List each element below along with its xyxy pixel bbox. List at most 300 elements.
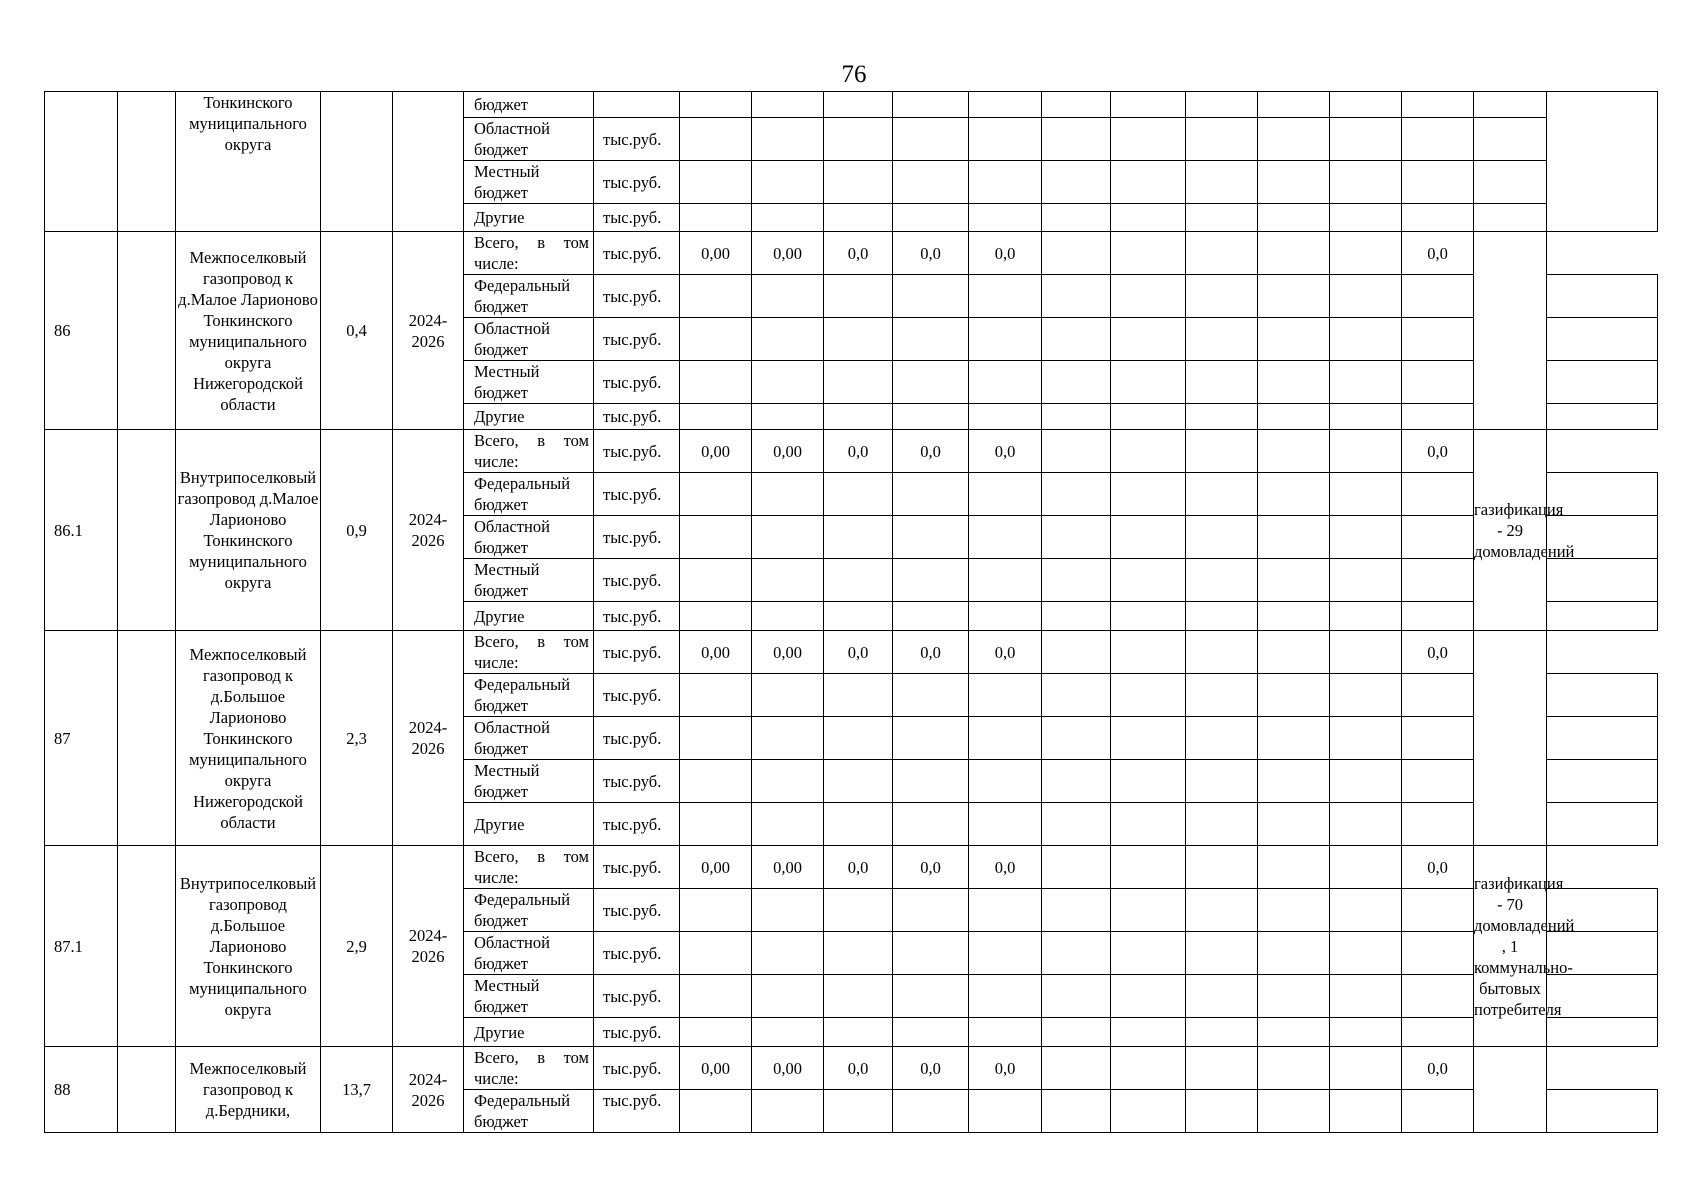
empty-value-cell <box>1186 803 1258 846</box>
value-cell: 0,00 <box>752 430 824 473</box>
empty-value-cell <box>969 602 1042 631</box>
empty-value-cell <box>824 318 893 361</box>
period-cell <box>393 92 464 232</box>
unit-cell: тыс.руб. <box>594 674 680 717</box>
empty-value-cell <box>1111 473 1186 516</box>
empty-value-cell <box>1402 975 1474 1018</box>
page-number: 76 <box>841 61 867 88</box>
unit-cell: тыс.руб. <box>594 1018 680 1047</box>
unit-cell: тыс.руб. <box>594 430 680 473</box>
empty-value-cell <box>824 404 893 430</box>
empty-value-cell <box>680 889 752 932</box>
empty-value-cell <box>752 118 824 161</box>
empty-value-cell <box>1111 889 1186 932</box>
empty-value-cell <box>1330 674 1402 717</box>
empty-value-cell <box>1330 361 1402 404</box>
empty-value-cell <box>893 204 969 232</box>
empty-value-cell <box>1042 975 1111 1018</box>
empty-value-cell <box>1186 760 1258 803</box>
empty-value-cell <box>969 803 1042 846</box>
empty-value-cell <box>824 975 893 1018</box>
length-cell: 2,9 <box>321 846 393 1047</box>
value-cell: 0,0 <box>893 846 969 889</box>
empty-value-cell <box>1042 92 1111 118</box>
empty-value-cell <box>1042 803 1111 846</box>
empty-value-cell <box>1111 516 1186 559</box>
unit-cell: тыс.руб. <box>594 161 680 204</box>
empty-value-cell <box>1547 760 1658 803</box>
source-cell: Другие <box>464 602 594 631</box>
value-cell: 0,0 <box>824 1047 893 1090</box>
empty-value-cell <box>1258 92 1330 118</box>
empty-value-cell <box>1042 361 1111 404</box>
empty-value-cell <box>1258 516 1330 559</box>
empty-value-cell <box>824 803 893 846</box>
value-cell: 0,00 <box>752 232 824 275</box>
unit-cell: тыс.руб. <box>594 404 680 430</box>
empty-value-cell <box>1258 318 1330 361</box>
empty-value-cell <box>1042 631 1111 674</box>
empty-cell <box>118 631 176 846</box>
empty-value-cell <box>1402 760 1474 803</box>
empty-value-cell <box>1186 1047 1258 1090</box>
empty-value-cell <box>1402 1018 1474 1047</box>
empty-value-cell <box>893 1018 969 1047</box>
value-cell: 0,00 <box>752 846 824 889</box>
empty-value-cell <box>1042 559 1111 602</box>
empty-value-cell <box>1042 516 1111 559</box>
empty-value-cell <box>752 717 824 760</box>
empty-value-cell <box>680 516 752 559</box>
empty-value-cell <box>680 404 752 430</box>
empty-value-cell <box>969 717 1042 760</box>
empty-value-cell <box>893 889 969 932</box>
result-cell: газификация - 70 домовладений , 1 коммунально-бытовых потребителя <box>1474 846 1547 1047</box>
source-cell: Местный бюджет <box>464 559 594 602</box>
empty-value-cell <box>969 559 1042 602</box>
empty-value-cell <box>1258 404 1330 430</box>
empty-value-cell <box>893 803 969 846</box>
source-cell: Федеральный бюджет <box>464 674 594 717</box>
empty-value-cell <box>1186 430 1258 473</box>
empty-value-cell <box>824 559 893 602</box>
final-value-cell: 0,0 <box>1402 232 1474 275</box>
empty-value-cell <box>969 932 1042 975</box>
empty-value-cell <box>1111 846 1186 889</box>
empty-value-cell <box>893 674 969 717</box>
empty-value-cell <box>824 889 893 932</box>
empty-value-cell <box>1330 760 1402 803</box>
empty-value-cell <box>1547 975 1658 1018</box>
empty-value-cell <box>752 318 824 361</box>
empty-value-cell <box>1330 204 1402 232</box>
source-cell: Федеральный бюджет <box>464 275 594 318</box>
empty-value-cell <box>1330 516 1402 559</box>
empty-value-cell <box>752 803 824 846</box>
source-cell: Местный бюджет <box>464 975 594 1018</box>
empty-value-cell <box>1111 232 1186 275</box>
empty-value-cell <box>824 602 893 631</box>
value-cell: 0,0 <box>824 631 893 674</box>
unit-cell: тыс.руб. <box>594 1090 680 1133</box>
empty-value-cell <box>752 361 824 404</box>
result-cell <box>1474 1047 1547 1133</box>
empty-value-cell <box>1258 1047 1330 1090</box>
empty-value-cell <box>1111 674 1186 717</box>
empty-value-cell <box>969 404 1042 430</box>
empty-value-cell <box>752 975 824 1018</box>
empty-value-cell <box>893 932 969 975</box>
empty-value-cell <box>1186 204 1258 232</box>
row-number-cell: 88 <box>45 1047 118 1133</box>
empty-value-cell <box>824 1090 893 1133</box>
table-row <box>45 232 1658 275</box>
empty-value-cell <box>893 473 969 516</box>
empty-value-cell <box>969 1018 1042 1047</box>
empty-value-cell <box>1330 404 1402 430</box>
empty-value-cell <box>1111 975 1186 1018</box>
table-row <box>45 92 1658 118</box>
empty-value-cell <box>969 92 1042 118</box>
value-cell: 0,00 <box>680 631 752 674</box>
empty-value-cell <box>1330 1047 1402 1090</box>
empty-value-cell <box>680 559 752 602</box>
empty-value-cell <box>1547 674 1658 717</box>
empty-cell <box>118 232 176 430</box>
unit-cell: тыс.руб. <box>594 204 680 232</box>
final-value-cell: 0,0 <box>1402 1047 1474 1090</box>
empty-value-cell <box>1186 559 1258 602</box>
empty-value-cell <box>1111 118 1186 161</box>
unit-cell: тыс.руб. <box>594 803 680 846</box>
empty-value-cell <box>1402 559 1474 602</box>
empty-value-cell <box>1258 760 1330 803</box>
unit-cell: тыс.руб. <box>594 932 680 975</box>
empty-value-cell <box>893 602 969 631</box>
empty-value-cell <box>1111 803 1186 846</box>
value-cell: 0,00 <box>752 1047 824 1090</box>
empty-value-cell <box>893 275 969 318</box>
result-cell <box>1547 92 1658 232</box>
empty-value-cell <box>1258 275 1330 318</box>
empty-value-cell <box>824 674 893 717</box>
empty-value-cell <box>1474 204 1547 232</box>
source-cell: Областной бюджет <box>464 717 594 760</box>
empty-value-cell <box>1186 846 1258 889</box>
empty-value-cell <box>1402 602 1474 631</box>
source-cell: Местный бюджет <box>464 361 594 404</box>
empty-value-cell <box>969 161 1042 204</box>
empty-value-cell <box>680 602 752 631</box>
empty-value-cell <box>1402 803 1474 846</box>
source-cell: Областной бюджет <box>464 318 594 361</box>
empty-value-cell <box>1258 717 1330 760</box>
empty-value-cell <box>680 318 752 361</box>
empty-value-cell <box>680 275 752 318</box>
length-cell: 0,9 <box>321 430 393 631</box>
value-cell: 0,0 <box>893 430 969 473</box>
empty-value-cell <box>1186 404 1258 430</box>
empty-value-cell <box>1402 204 1474 232</box>
empty-value-cell <box>1042 430 1111 473</box>
result-cell <box>1474 232 1547 430</box>
empty-value-cell <box>1330 889 1402 932</box>
empty-value-cell <box>1042 204 1111 232</box>
source-cell: Другие <box>464 1018 594 1047</box>
empty-value-cell <box>1547 275 1658 318</box>
value-cell: 0,0 <box>893 631 969 674</box>
empty-value-cell <box>969 275 1042 318</box>
empty-value-cell <box>1330 631 1402 674</box>
row-number-cell <box>45 92 118 232</box>
empty-value-cell <box>1111 631 1186 674</box>
empty-value-cell <box>752 275 824 318</box>
empty-value-cell <box>1547 602 1658 631</box>
empty-value-cell <box>1111 361 1186 404</box>
unit-cell: тыс.руб. <box>594 318 680 361</box>
period-cell: 2024-2026 <box>393 1047 464 1133</box>
period-cell: 2024-2026 <box>393 846 464 1047</box>
empty-value-cell <box>824 717 893 760</box>
source-cell: Местный бюджет <box>464 161 594 204</box>
result-cell <box>1474 631 1547 846</box>
length-cell: 2,3 <box>321 631 393 846</box>
empty-value-cell <box>1402 92 1474 118</box>
source-cell: Федеральный бюджет <box>464 889 594 932</box>
empty-value-cell <box>1330 318 1402 361</box>
result-cell: газификация - 29 домовладений <box>1474 430 1547 631</box>
source-cell: Всего, в том числе: <box>464 846 594 889</box>
empty-value-cell <box>1042 1090 1111 1133</box>
empty-value-cell <box>752 161 824 204</box>
unit-cell: тыс.руб. <box>594 361 680 404</box>
empty-value-cell <box>893 516 969 559</box>
object-name-cell: Межпоселковый газопровод к д.Бердники, <box>176 1047 321 1133</box>
empty-value-cell <box>1258 1090 1330 1133</box>
empty-value-cell <box>1258 204 1330 232</box>
empty-value-cell <box>1042 1018 1111 1047</box>
object-name-cell: Внутрипоселковый газопровод д.Малое Ларионово Тонкинского муниципального округа <box>176 430 321 631</box>
value-cell: 0,0 <box>969 430 1042 473</box>
empty-value-cell <box>1547 717 1658 760</box>
source-cell: Всего, в том числе: <box>464 430 594 473</box>
empty-value-cell <box>680 803 752 846</box>
unit-cell: тыс.руб. <box>594 631 680 674</box>
empty-value-cell <box>969 889 1042 932</box>
empty-value-cell <box>1402 473 1474 516</box>
empty-value-cell <box>1402 674 1474 717</box>
empty-value-cell <box>1474 118 1547 161</box>
empty-value-cell <box>1042 275 1111 318</box>
empty-value-cell <box>1330 275 1402 318</box>
empty-value-cell <box>752 602 824 631</box>
value-cell: 0,00 <box>680 232 752 275</box>
value-cell: 0,0 <box>969 232 1042 275</box>
empty-value-cell <box>893 717 969 760</box>
source-cell: Всего, в том числе: <box>464 631 594 674</box>
source-cell: Всего, в том числе: <box>464 1047 594 1090</box>
value-cell: 0,0 <box>824 232 893 275</box>
empty-value-cell <box>1042 932 1111 975</box>
empty-value-cell <box>1547 1090 1658 1133</box>
empty-value-cell <box>752 760 824 803</box>
length-cell: 13,7 <box>321 1047 393 1133</box>
value-cell: 0,00 <box>680 846 752 889</box>
empty-value-cell <box>824 473 893 516</box>
empty-value-cell <box>1042 1047 1111 1090</box>
empty-value-cell <box>1186 717 1258 760</box>
source-cell: Другие <box>464 204 594 232</box>
empty-value-cell <box>1547 361 1658 404</box>
source-cell: Областной бюджет <box>464 516 594 559</box>
empty-value-cell <box>1186 975 1258 1018</box>
empty-value-cell <box>1186 92 1258 118</box>
table-row <box>45 846 1658 889</box>
value-cell: 0,0 <box>893 1047 969 1090</box>
empty-value-cell <box>1547 318 1658 361</box>
empty-value-cell <box>893 1090 969 1133</box>
empty-value-cell <box>1474 161 1547 204</box>
empty-value-cell <box>824 361 893 404</box>
source-cell: Всего, в том числе: <box>464 232 594 275</box>
value-cell: 0,00 <box>680 1047 752 1090</box>
value-cell: 0,00 <box>752 631 824 674</box>
empty-value-cell <box>752 1018 824 1047</box>
empty-value-cell <box>1186 516 1258 559</box>
empty-value-cell <box>1111 204 1186 232</box>
empty-value-cell <box>1258 232 1330 275</box>
empty-value-cell <box>680 473 752 516</box>
empty-value-cell <box>1402 275 1474 318</box>
unit-cell: тыс.руб. <box>594 118 680 161</box>
empty-value-cell <box>893 975 969 1018</box>
empty-value-cell <box>1258 473 1330 516</box>
value-cell: 0,0 <box>969 631 1042 674</box>
empty-value-cell <box>1186 118 1258 161</box>
empty-value-cell <box>1186 161 1258 204</box>
empty-value-cell <box>752 932 824 975</box>
empty-value-cell <box>1042 318 1111 361</box>
empty-value-cell <box>752 516 824 559</box>
empty-value-cell <box>1330 161 1402 204</box>
empty-value-cell <box>969 204 1042 232</box>
empty-value-cell <box>1547 473 1658 516</box>
empty-value-cell <box>1330 430 1402 473</box>
empty-value-cell <box>1258 602 1330 631</box>
empty-value-cell <box>1111 1047 1186 1090</box>
source-cell: Федеральный бюджет <box>464 1090 594 1133</box>
empty-value-cell <box>1402 318 1474 361</box>
empty-value-cell <box>1186 232 1258 275</box>
empty-value-cell <box>1402 118 1474 161</box>
empty-value-cell <box>752 674 824 717</box>
source-cell: Областной бюджет <box>464 118 594 161</box>
empty-value-cell <box>1330 717 1402 760</box>
table-row <box>45 631 1658 674</box>
empty-value-cell <box>680 932 752 975</box>
empty-value-cell <box>1402 516 1474 559</box>
empty-value-cell <box>752 473 824 516</box>
empty-cell <box>118 430 176 631</box>
empty-value-cell <box>1111 932 1186 975</box>
unit-cell <box>594 92 680 118</box>
unit-cell: тыс.руб. <box>594 559 680 602</box>
value-cell: 0,0 <box>824 846 893 889</box>
empty-value-cell <box>824 118 893 161</box>
empty-value-cell <box>1402 932 1474 975</box>
empty-value-cell <box>752 1090 824 1133</box>
empty-value-cell <box>680 118 752 161</box>
value-cell: 0,0 <box>969 846 1042 889</box>
empty-value-cell <box>824 161 893 204</box>
empty-value-cell <box>680 1090 752 1133</box>
empty-value-cell <box>1258 975 1330 1018</box>
empty-value-cell <box>1186 674 1258 717</box>
empty-cell <box>118 1047 176 1133</box>
empty-value-cell <box>969 975 1042 1018</box>
empty-value-cell <box>1330 1090 1402 1133</box>
unit-cell: тыс.руб. <box>594 889 680 932</box>
empty-value-cell <box>1111 602 1186 631</box>
empty-value-cell <box>893 161 969 204</box>
empty-value-cell <box>680 1018 752 1047</box>
empty-value-cell <box>969 473 1042 516</box>
empty-value-cell <box>680 204 752 232</box>
empty-value-cell <box>1111 717 1186 760</box>
final-value-cell: 0,0 <box>1402 631 1474 674</box>
budget-table <box>44 91 1658 1133</box>
unit-cell: тыс.руб. <box>594 232 680 275</box>
empty-value-cell <box>1042 473 1111 516</box>
empty-value-cell <box>1330 602 1402 631</box>
empty-value-cell <box>969 318 1042 361</box>
empty-value-cell <box>752 92 824 118</box>
row-number-cell: 87.1 <box>45 846 118 1047</box>
empty-value-cell <box>893 118 969 161</box>
empty-value-cell <box>1186 275 1258 318</box>
empty-value-cell <box>1330 975 1402 1018</box>
source-cell: Областной бюджет <box>464 932 594 975</box>
empty-value-cell <box>1186 1090 1258 1133</box>
empty-value-cell <box>824 1018 893 1047</box>
empty-value-cell <box>1042 232 1111 275</box>
empty-value-cell <box>752 889 824 932</box>
empty-value-cell <box>1258 161 1330 204</box>
empty-value-cell <box>1258 803 1330 846</box>
empty-value-cell <box>752 559 824 602</box>
empty-value-cell <box>1402 161 1474 204</box>
empty-value-cell <box>1111 559 1186 602</box>
empty-value-cell <box>1042 889 1111 932</box>
empty-value-cell <box>1186 318 1258 361</box>
object-name-cell: Внутрипоселковый газопровод д.Большое Ларионово Тонкинского муниципального округа <box>176 846 321 1047</box>
empty-value-cell <box>824 932 893 975</box>
empty-value-cell <box>1186 1018 1258 1047</box>
empty-value-cell <box>1042 404 1111 430</box>
source-cell: Другие <box>464 803 594 846</box>
empty-value-cell <box>1258 559 1330 602</box>
empty-value-cell <box>1258 631 1330 674</box>
empty-value-cell <box>1547 1018 1658 1047</box>
empty-value-cell <box>1042 674 1111 717</box>
empty-value-cell <box>1402 1090 1474 1133</box>
empty-value-cell <box>1258 430 1330 473</box>
empty-value-cell <box>1042 118 1111 161</box>
empty-value-cell <box>1111 430 1186 473</box>
empty-value-cell <box>1111 760 1186 803</box>
empty-value-cell <box>969 361 1042 404</box>
value-cell: 0,0 <box>969 1047 1042 1090</box>
